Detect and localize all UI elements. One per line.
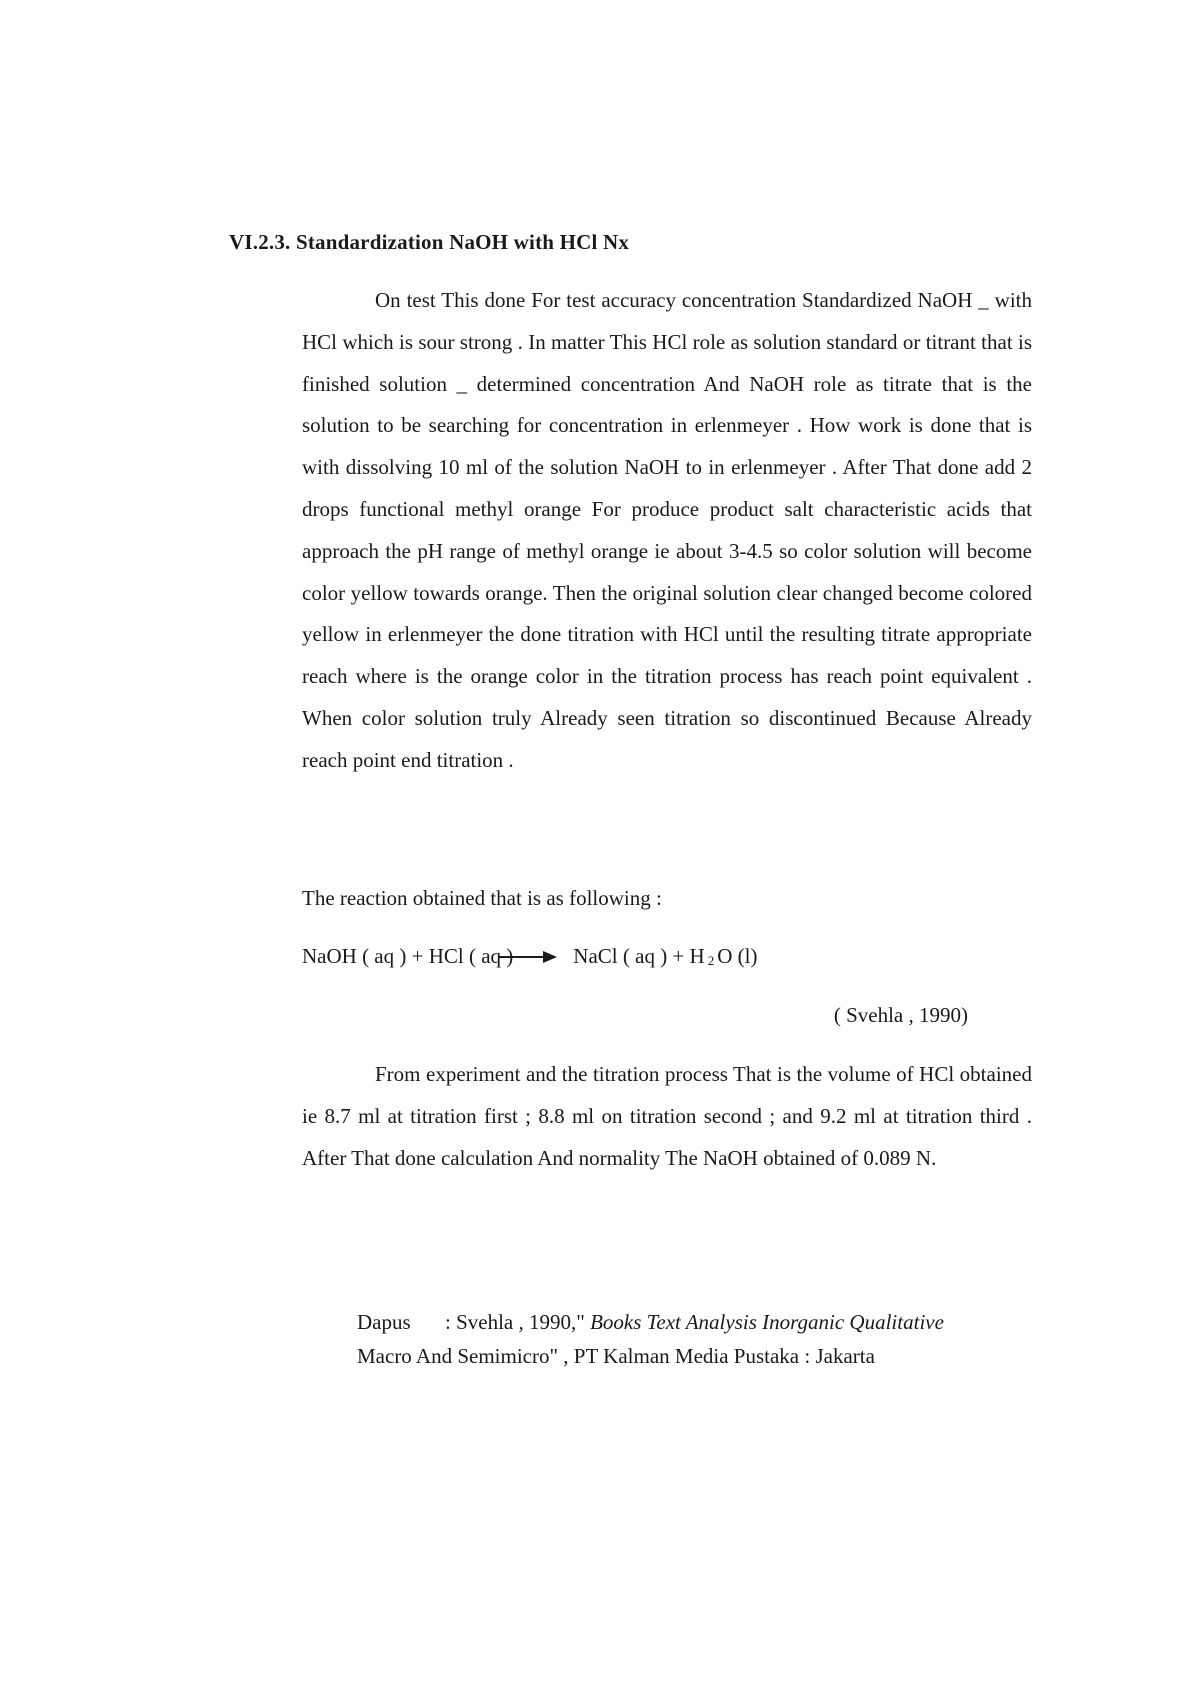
equation-products: NaCl ( aq ) + H [573,944,705,968]
equation-products-end: O (l) [717,944,758,968]
reference-label: Dapus [357,1310,411,1334]
reaction-citation: ( Svehla , 1990) [833,1003,968,1027]
section-heading: VI.2.3. Standardization NaOH with HCl Nx [229,230,630,254]
body-paragraph-2: From experiment and the titration process That is the volume of HCl obtained ie 8.7 ml at titration first ; 8.8 ml on titration second ; and 9.2 ml at titration third . After That done calculation And normality The NaOH obtained of 0.089 N. [302,1062,1032,1170]
equation-subscript: 2 [707,952,715,968]
reference-suffix: " , PT Kalman Media Pustaka : Jakarta [549,1344,875,1368]
reference-line-1 [357,1302,1037,1344]
reference-title-1: Books Text Analysis Inorganic Qualitative [590,1310,944,1334]
reaction-arrow-icon [499,947,559,967]
equation-reactants: NaOH ( aq ) + HCl ( aq ) [302,944,514,968]
body-paragraph-1: On test This done For test accuracy concentration Standardized NaOH _ with HCl which is sour strong . In matter This HCl role as solution standard or titrant that is finished solution _ determined concentration And NaOH role as titrate that is the solution to be searching for concentration in erlenmeyer . How work is done that is with dissolving 10 ml of the solution NaOH to in erlenmeyer . After That done add 2 drops functional methyl orange For produce product salt characteristic acids that approach the pH range of methyl orange ie about 3-4.5 so color solution will become color yellow towards orange. Then the original solution clear changed become colored yellow in erlenmeyer the done titration with HCl until the resulting titrate appropriate reach where is the orange color in the titration process has reach point equivalent . When color solution truly Already seen titration so discontinued Because Already reach point end titration . [302,288,1032,772]
reaction-intro: The reaction obtained that is as following : [302,886,662,910]
chemical-equation [302,944,757,969]
reference-line-2 [357,1344,875,1369]
reference-title-2: Macro And Semimicro [357,1344,550,1368]
reference-prefix: : Svehla , 1990," [445,1310,585,1334]
